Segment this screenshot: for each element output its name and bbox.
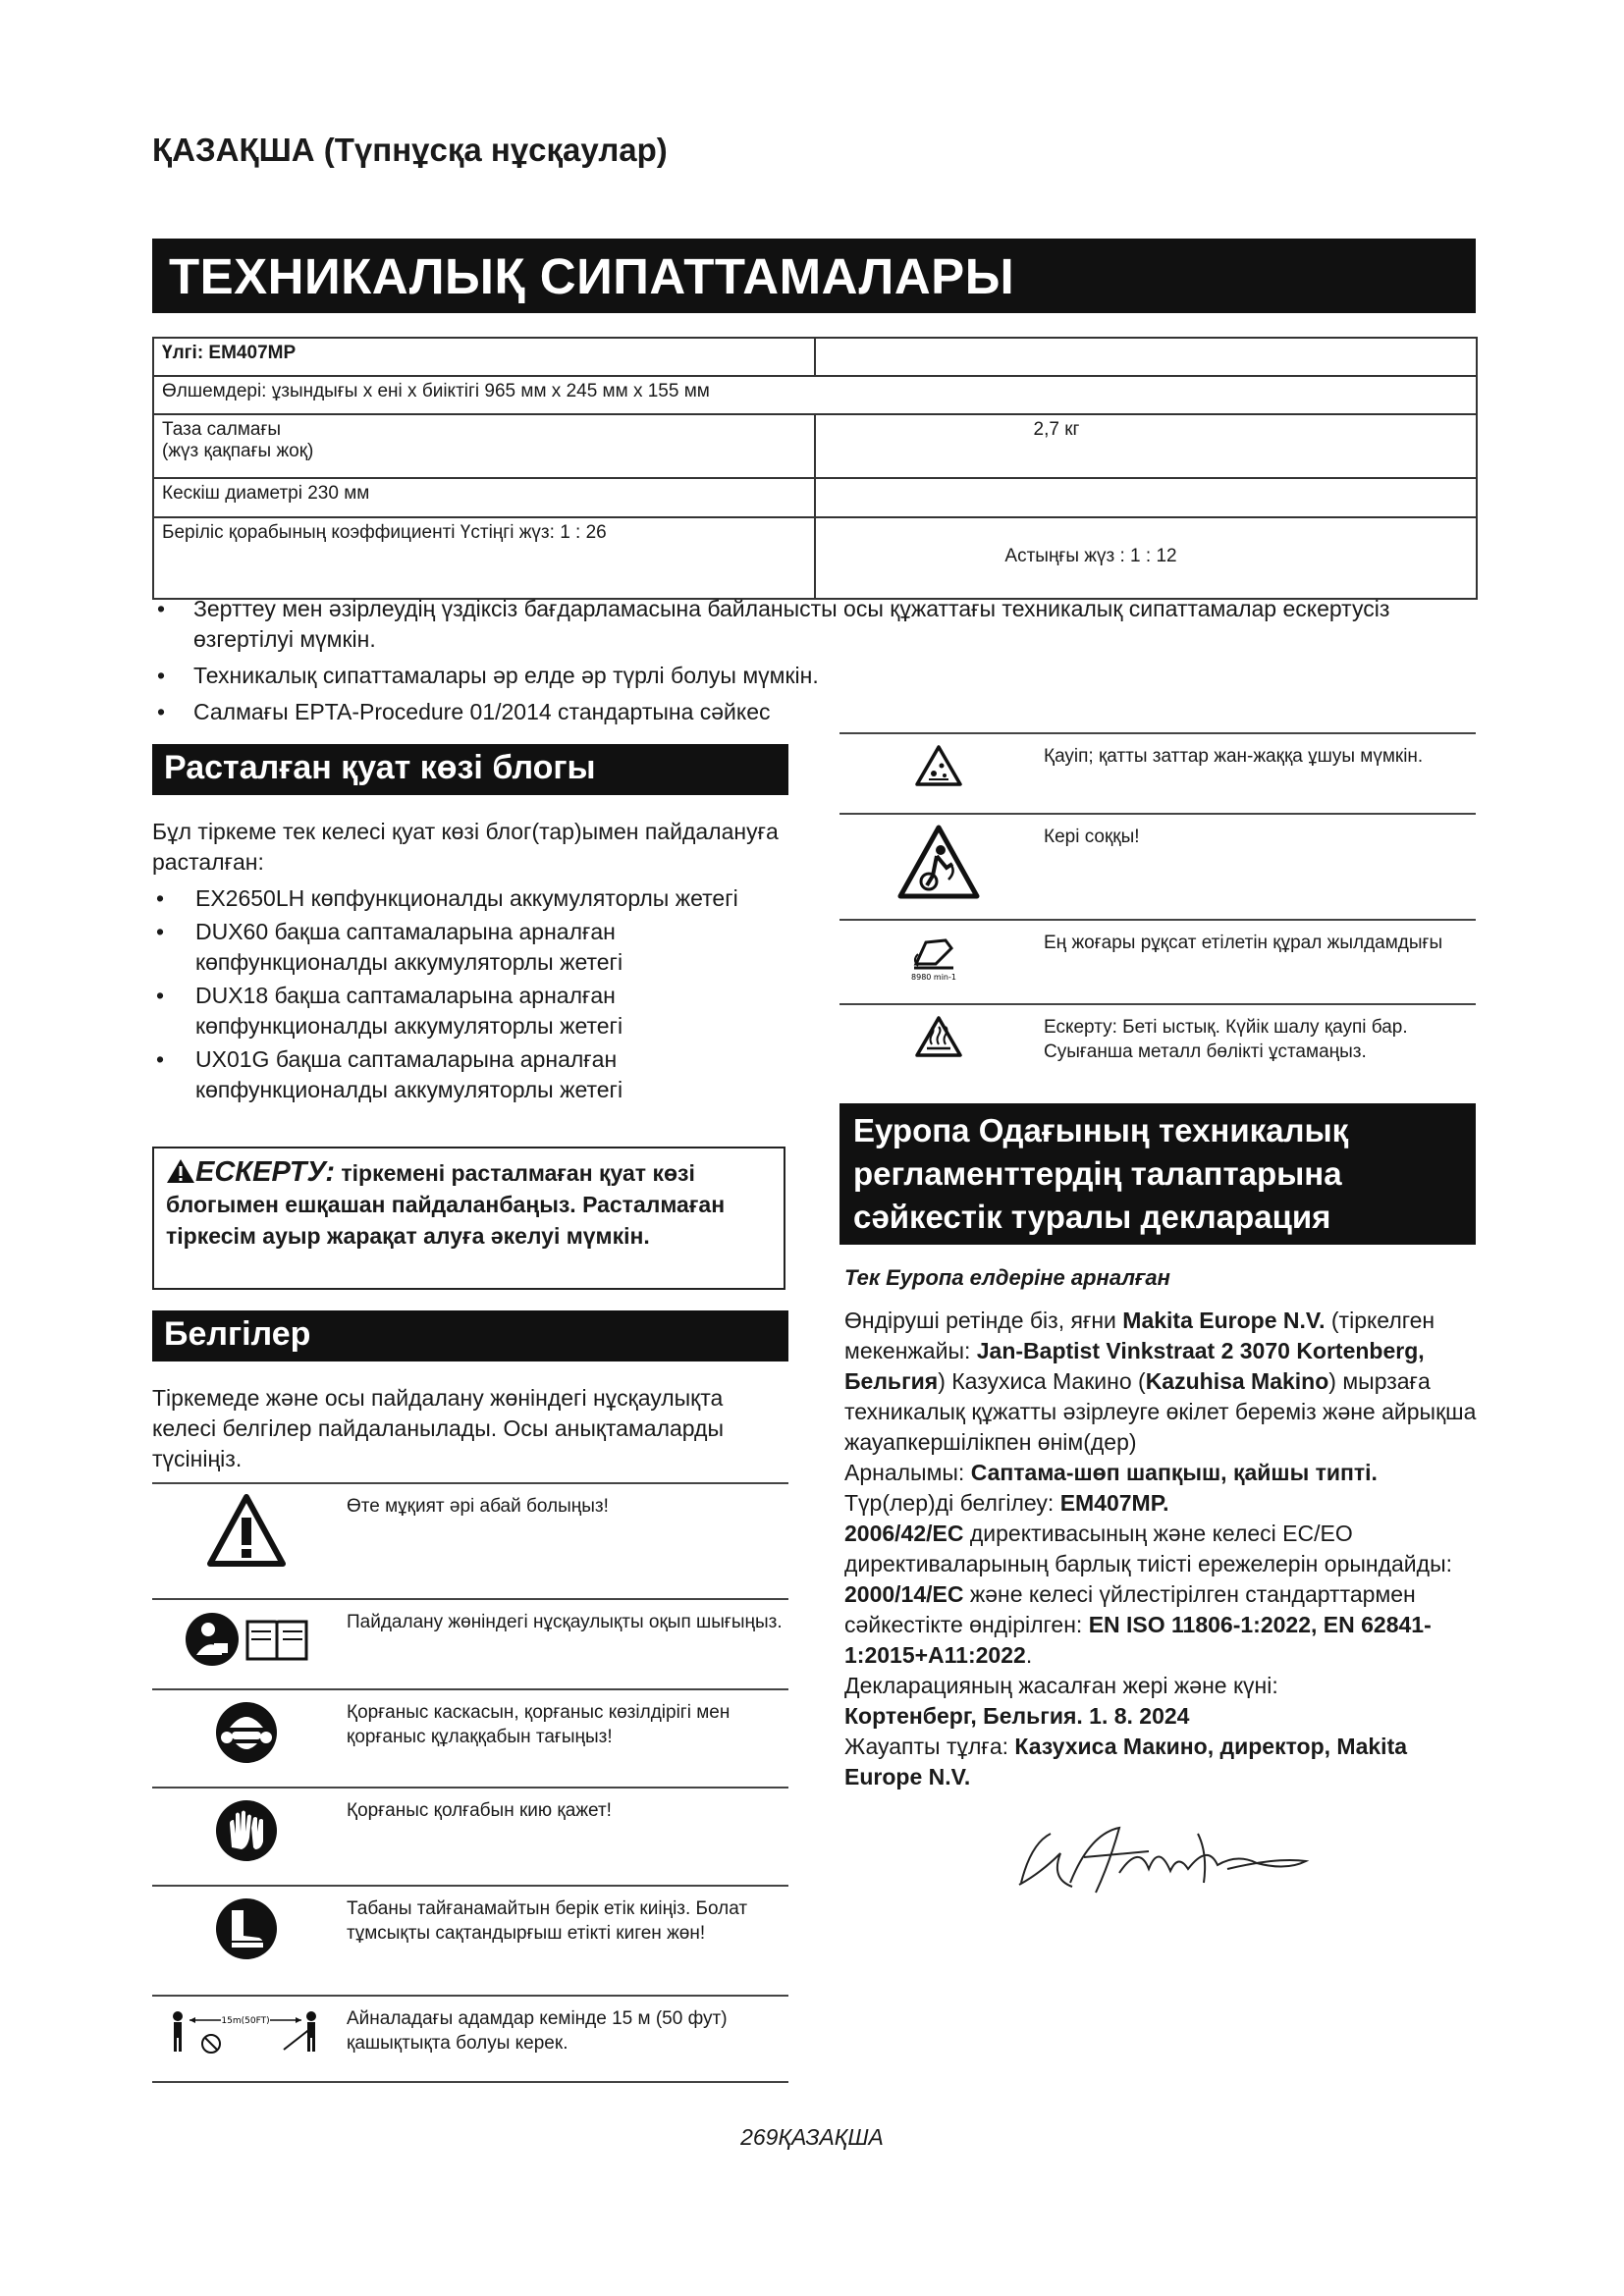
declaration-text: ) мырзаға техникалық құжатты әзірлеуге өкілет береміз және айрықша жауапкершілікпен өнім(дер): [844, 1368, 1477, 1455]
spec-notes: [152, 594, 1478, 733]
table-row: [152, 1599, 788, 1689]
table-row: [152, 1483, 788, 1599]
kickback-icon: [897, 825, 980, 899]
directive-1: 2006/42/EC: [844, 1521, 964, 1546]
declaration-text: директивасының және келесі ЕС/ЕО директиваларының барлық тиісті ережелерін орындайды:: [844, 1521, 1452, 1576]
table-row: [152, 1788, 788, 1886]
symbol-description: Қорғаныс каскасын, қорғаныс көзілдірігі мен қорғаныс құлаққабын тағыңыз!: [341, 1689, 788, 1788]
symbols-heading-banner: [152, 1310, 788, 1362]
spec-weight-label: Таза салмағы (жүз қақпағы жоқ): [153, 414, 815, 478]
max-speed-icon: [904, 931, 973, 986]
table-row: [152, 1996, 788, 2082]
list-item: • Салмағы EPTA-Procedure 01/2014 стандартына сәйкес: [152, 697, 1478, 727]
power-source-heading: Расталған қуат көзі блогы: [164, 749, 596, 786]
directive-2: 2000/14/EC: [844, 1581, 964, 1607]
symbol-description: Айналадағы адамдар кемінде 15 м (50 фут) қашықтықта болуы керек.: [341, 1996, 788, 2082]
symbols-table-right: [839, 732, 1476, 1109]
warning-triangle-icon: [166, 1158, 195, 1184]
table-row: [839, 1004, 1476, 1108]
list-item: • DUX60 бақша саптамаларына арналған көпфункционалды аккумуляторлы жетегі: [152, 917, 781, 978]
authorized-person-latin: Kazuhisa Makino: [1145, 1368, 1329, 1394]
eu-declaration-subheading: Тек Еуропа елдеріне арналған: [844, 1265, 1170, 1290]
table-row: [839, 733, 1476, 814]
power-source-heading-banner: [152, 744, 788, 795]
flying-objects-icon: [914, 744, 963, 787]
company-address: Jan-Baptist Vinkstraat 2 3070 Kortenberg, Бельгия: [844, 1338, 1425, 1394]
spec-table: [152, 337, 1478, 600]
symbol-description: Табаны тайғанамайтын берік етік киіңіз. Болат тұмсықты сақтандырғыш етікті киген жөн!: [341, 1886, 788, 1996]
symbols-table-left: [152, 1482, 788, 2083]
company-name: Makita Europe N.V.: [1122, 1308, 1326, 1333]
distance-label: 15m(50FT): [221, 2016, 270, 2026]
gloves-icon: [214, 1798, 279, 1863]
spec-gear-ratio-value: Астыңғы жүз : 1 : 12: [815, 517, 1477, 599]
symbol-description: Қауіп; қатты заттар жан-жаққа ұшуы мүмкін.: [1038, 733, 1476, 814]
spec-dimensions: Өлшемдері: ұзындығы x ені x биіктігі 965 мм x 245 мм x 155 мм: [153, 376, 1477, 414]
warning-label: ЕСКЕРТУ:: [195, 1156, 335, 1188]
warning-triangle-icon: [207, 1494, 286, 1567]
place-date: Кортенберг, Бельгия. 1. 8. 2024: [844, 1703, 1190, 1729]
symbols-intro: Тіркемеде және осы пайдалану жөніндегі нұсқаулықта келесі белгілер пайдаланылады. Осы анықтамаларды түсініңіз.: [152, 1385, 725, 1471]
warning-box: [152, 1147, 785, 1290]
table-row: [152, 1689, 788, 1788]
spec-value: [815, 338, 1477, 376]
eu-declaration-heading: Еуропа Одағының техникалық регламенттердің талаптарына сәйкестік туралы декларация: [853, 1112, 1349, 1235]
power-source-list: [152, 883, 781, 1105]
power-source-intro: Бұл тіркеме тек келесі қуат көзі блог(тар)ымен пайдалануға расталған:: [152, 819, 779, 875]
spec-value: [815, 478, 1477, 517]
declaration-text: Өндіруші ретінде біз, яғни: [844, 1308, 1123, 1333]
place-label: Декларацияның жасалған жері және күні:: [844, 1673, 1278, 1698]
table-row: [153, 376, 1477, 414]
symbol-description: Өте мұқият әрі абай болыңыз!: [341, 1483, 788, 1599]
declaration-text: және келесі үйлестірілген стандарттармен сәйкестікте өндірілген:: [844, 1581, 1416, 1637]
product-purpose: Саптама-шөп шапқыш, қайшы типті.: [970, 1460, 1378, 1485]
responsible-label: Жауапты тұлға:: [844, 1734, 1015, 1759]
symbol-description: Қорғаныс қолғабын кию қажет!: [341, 1788, 788, 1886]
speed-label: 8980 min-1: [911, 973, 956, 982]
table-row: [839, 920, 1476, 1004]
table-row: [153, 517, 1477, 599]
purpose-label: Арналымы:: [844, 1460, 971, 1485]
read-manual-icon: [183, 1610, 310, 1669]
type-label: Түр(лер)ді белгілеу:: [844, 1490, 1060, 1516]
distance-15m-icon: [168, 2006, 325, 2056]
symbol-description: Кері соққы!: [1038, 814, 1476, 920]
helmet-goggles-earmuffs-icon: [214, 1700, 279, 1765]
main-title-banner: [152, 239, 1476, 313]
declaration-text: ) Казухиса Макино (: [938, 1368, 1146, 1394]
boots-icon: [214, 1896, 279, 1961]
list-item: • EX2650LH көпфункционалды аккумуляторлы жетегі: [152, 883, 781, 914]
table-row: [153, 478, 1477, 517]
spec-gear-ratio-label: Беріліс қорабының коэффициенті Үстіңгі жүз: 1 : 26: [153, 517, 815, 599]
product-type: EM407MP.: [1059, 1490, 1169, 1516]
symbol-description: Ескерту: Беті ыстық. Күйік шалу қаупі бар. Суығанша металл бөлікті ұстамаңыз.: [1038, 1004, 1476, 1108]
spec-cutter-diameter: Кескіш диаметрі 230 мм: [153, 478, 815, 517]
symbols-heading: Белгілер: [164, 1315, 311, 1353]
symbol-description: Ең жоғары рұқсат етілетін құрал жылдамдығы: [1038, 920, 1476, 1004]
list-item: • Зерттеу мен әзірлеудің үздіксіз бағдарламасына байланысты осы құжаттағы техникалық сипаттамалар ескертусіз өзгертілуі мүмкін.: [152, 594, 1478, 655]
declaration-text: (тіркелген мекенжайы:: [844, 1308, 1435, 1363]
standards: EN ISO 11806-1:2022, EN 62841-1:2015+A11:2022: [844, 1612, 1432, 1668]
main-title: ТЕХНИКАЛЫҚ СИПАТТАМАЛАРЫ: [169, 248, 1015, 304]
signature-image: [1001, 1814, 1316, 1922]
spec-weight-value: 2,7 кг: [815, 414, 1477, 478]
table-row: [839, 814, 1476, 920]
table-row: [153, 414, 1477, 478]
power-source-section: [152, 817, 781, 1108]
warning-text: тіркемені расталмаған қуат көзі блогымен ешқашан пайдаланбаңыз. Расталмаған тіркесім ауыр жарақат алуға әкелуі мүмкін.: [166, 1160, 726, 1249]
table-row: [153, 338, 1477, 376]
list-item: • UX01G бақша саптамаларына арналған көпфункционалды аккумуляторлы жетегі: [152, 1044, 781, 1105]
page-footer: 269ҚАЗАҚША: [740, 2124, 884, 2150]
symbol-description: Пайдалану жөніндегі нұсқаулықты оқып шығыңыз.: [341, 1599, 788, 1689]
table-row: [152, 1886, 788, 1996]
warning-content: [166, 1156, 775, 1252]
spec-model: Үлгі: EM407MP: [153, 338, 815, 376]
eu-declaration-heading-banner: [839, 1103, 1476, 1245]
language-title: ҚАЗАҚША (Түпнұсқа нұсқаулар): [152, 132, 668, 168]
eu-declaration-body: [844, 1306, 1478, 1792]
list-item: • Техникалық сипаттамалары әр елде әр түрлі болуы мүмкін.: [152, 661, 1478, 691]
declaration-text: .: [1025, 1642, 1033, 1668]
list-item: • DUX18 бақша саптамаларына арналған көпфункционалды аккумуляторлы жетегі: [152, 981, 781, 1041]
hot-surface-icon: [914, 1015, 963, 1058]
responsible-person: Казухиса Макино, директор, Makita Europe N.V.: [844, 1734, 1408, 1789]
